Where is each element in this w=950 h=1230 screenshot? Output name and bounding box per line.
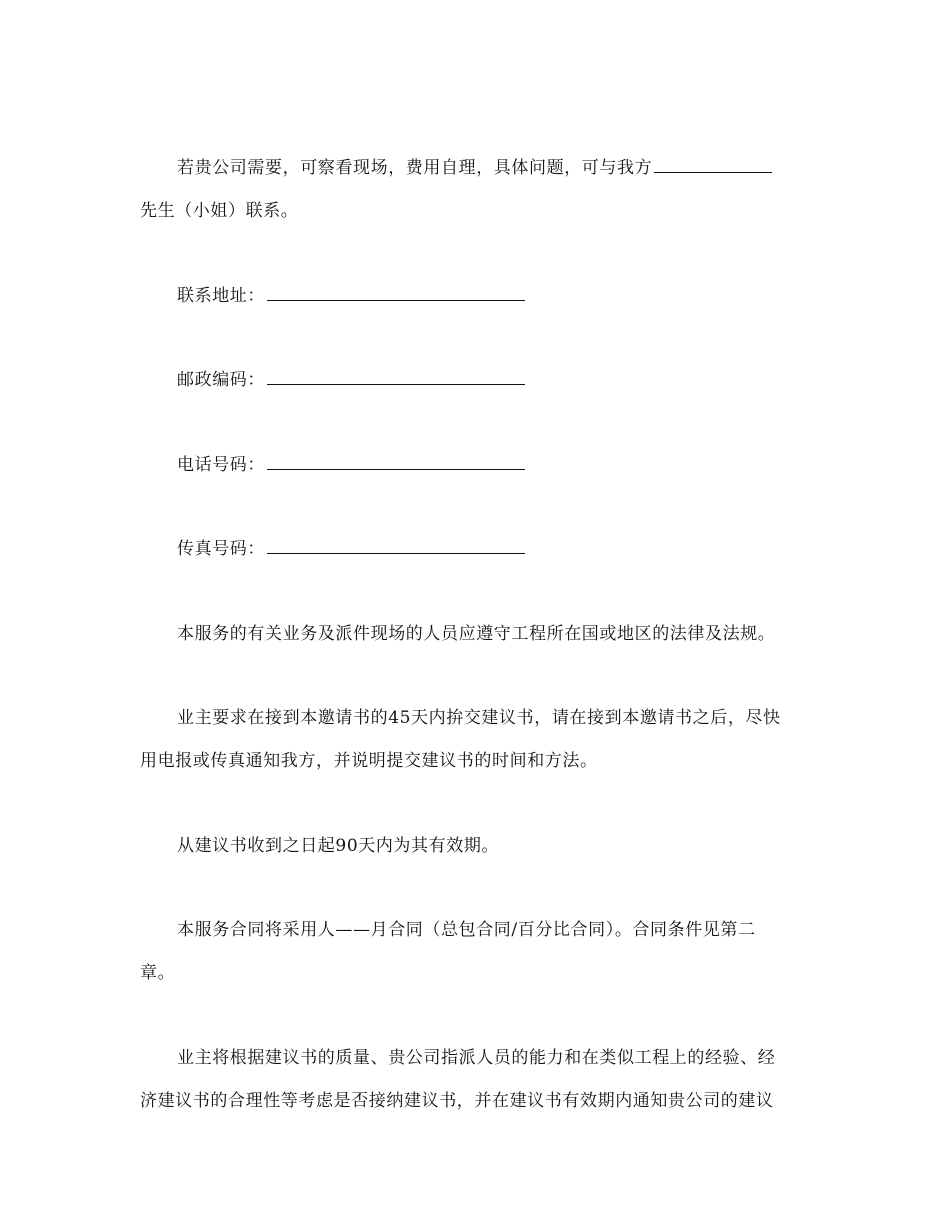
- contact-paragraph-line1: [177, 158, 772, 178]
- phone-field-line: [177, 455, 525, 475]
- address-blank[interactable]: [267, 286, 525, 301]
- validity-paragraph: 从建议书收到之日起90天内为其有效期。: [177, 836, 500, 856]
- evaluation-paragraph-line1: 业主将根据建议书的质量、贵公司指派人员的能力和在类似工程上的经验、经: [177, 1048, 776, 1068]
- contact-text: 若贵公司需要，可察看现场，费用自理，具体问题，可与我方: [177, 158, 653, 178]
- address-field-line: [177, 286, 525, 306]
- contact-paragraph-line2: 先生（小姐）联系。: [140, 201, 299, 221]
- evaluation-paragraph-line2: 济建议书的合理性等考虑是否接纳建议书，并在建议书有效期内通知贵公司的建议: [140, 1091, 774, 1111]
- postal-blank[interactable]: [267, 370, 525, 385]
- postal-label: 邮政编码：: [177, 370, 265, 390]
- contact-person-blank[interactable]: [654, 158, 772, 173]
- address-label: 联系地址：: [177, 286, 265, 306]
- contract-paragraph-line2: 章。: [140, 963, 176, 983]
- fax-label: 传真号码：: [177, 539, 265, 559]
- postal-field-line: [177, 370, 525, 390]
- fax-blank[interactable]: [267, 539, 525, 554]
- submit-paragraph-line2: 用电报或传真通知我方，并说明提交建议书的时间和方法。: [140, 751, 598, 771]
- fax-field-line: [177, 539, 525, 559]
- contract-paragraph-line1: 本服务合同将采用人——月合同（总包合同/百分比合同）。合同条件见第二: [177, 920, 756, 940]
- submit-paragraph-line1: 业主要求在接到本邀请书的45天内拚交建议书，请在接到本邀请书之后，尽快: [177, 708, 781, 728]
- laws-paragraph: 本服务的有关业务及派件现场的人员应遵守工程所在国或地区的法律及法规。: [177, 624, 776, 644]
- phone-label: 电话号码：: [177, 455, 265, 475]
- phone-blank[interactable]: [267, 455, 525, 470]
